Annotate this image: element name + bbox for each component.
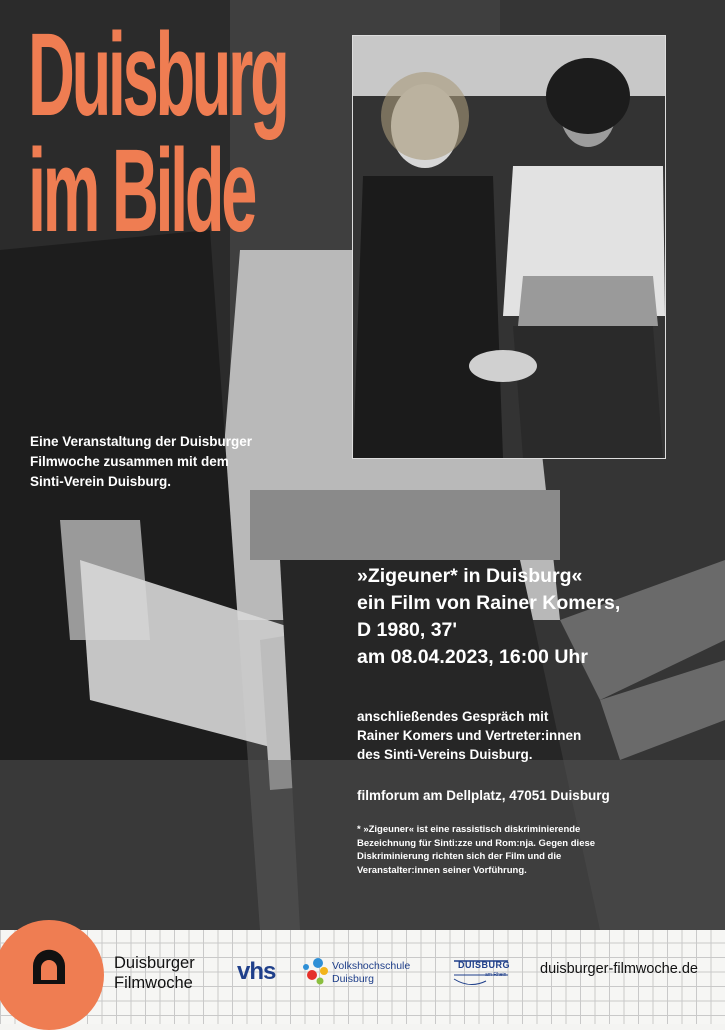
poster-title-line-2: im Bilde [28,124,255,257]
website-url[interactable]: duisburger-filmwoche.de [540,961,698,977]
footnote-line-3: Diskriminierung richten sich der Film und die [357,851,562,862]
footnote-line-4: Veranstalter:innen seiner Vorführung. [357,864,527,876]
vhs-name-line-1: Volkshochschule [332,960,411,972]
event-production-info: D 1980, 37' [357,619,458,641]
talk-line-2: Rainer Komers und Vertreter:innen [357,728,582,743]
filmwoche-line-1: Duisburger [114,954,195,972]
vhs-logo-word: vhs [237,958,276,985]
duisburg-city-logo-sub: am Rhein [485,972,507,978]
intro-line-1: Eine Veranstaltung der Duisburger [30,434,253,449]
vhs-name [332,960,410,986]
footnote-line-1: * »Zigeuner« ist eine rassistisch diskriminierende [357,824,581,835]
intro-text [30,432,330,492]
event-director: ein Film von Rainer Komers, [357,592,621,614]
footnote-line-2: Bezeichnung für Sinti:zze und Rom:nja. Gegen diese [357,837,596,849]
venue: filmforum am Dellplatz, 47051 Duisburg [357,788,610,803]
filmwoche-line-2: Filmwoche [114,974,193,992]
footnote [357,823,697,877]
filmwoche-logo-icon [29,946,69,988]
duisburg-city-logo-text: DUISBURG [458,960,511,970]
talk-line-3: des Sinti-Vereins Duisburg. [357,747,533,762]
inset-photo-shapes [353,36,665,458]
intro-line-3: Sinti-Verein Duisburg. [30,474,172,489]
poster-title [28,9,287,257]
talk-info [357,707,687,764]
filmwoche-wordmark [114,953,195,993]
inset-photo [352,35,666,459]
event-date-time: am 08.04.2023, 16:00 Uhr [357,646,588,668]
event-film-title: »Zigeuner* in Duisburg« [357,565,583,587]
vhs-name-line-2: Duisburg [332,973,375,985]
poster-title-line-1: Duisburg [28,9,287,141]
event-details [357,563,717,671]
intro-line-2: Filmwoche zusammen mit dem [30,454,229,469]
talk-line-1: anschließendes Gespräch mit [357,709,549,724]
